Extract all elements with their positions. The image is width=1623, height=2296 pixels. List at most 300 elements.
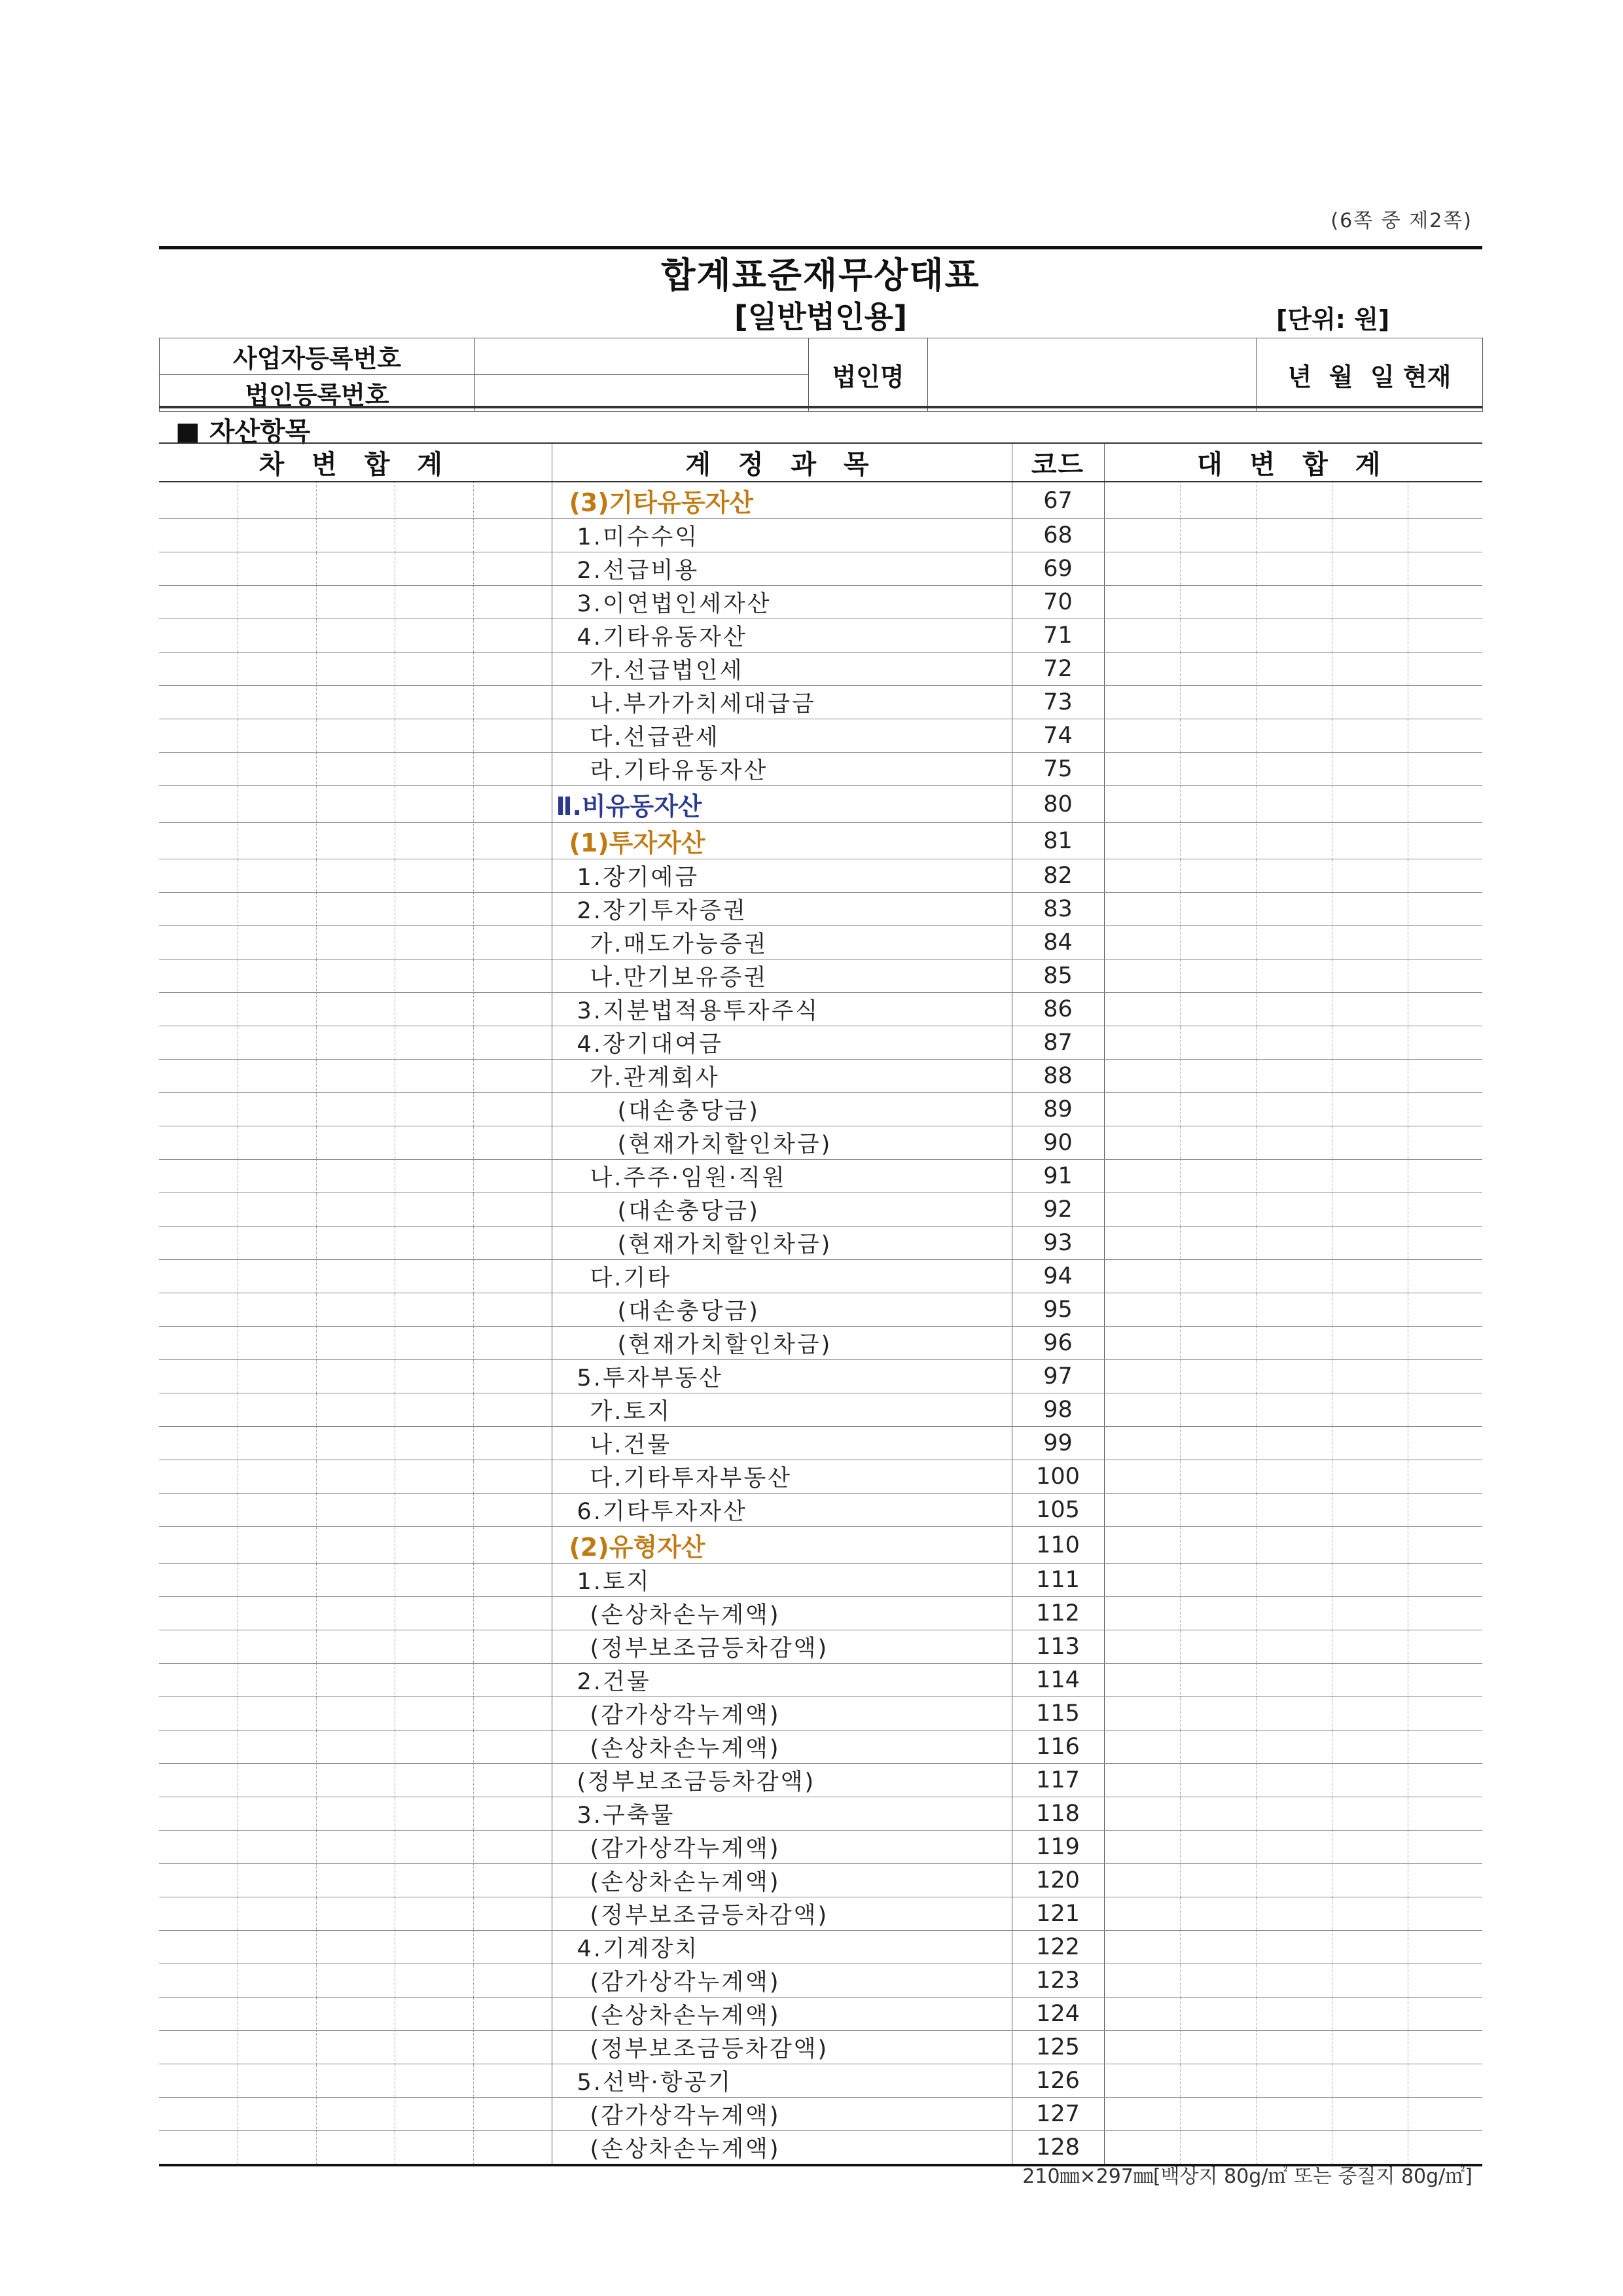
credit-amount-cell[interactable] [1332, 1360, 1408, 1393]
credit-amount-cell[interactable] [1256, 519, 1332, 552]
debit-amount-cell[interactable] [473, 786, 552, 823]
credit-amount-cell[interactable] [1180, 1764, 1256, 1797]
credit-amount-cell[interactable] [1180, 993, 1256, 1026]
debit-amount-cell[interactable] [316, 1126, 395, 1160]
credit-amount-cell[interactable] [1104, 1527, 1180, 1564]
credit-amount-cell[interactable] [1332, 786, 1408, 823]
credit-amount-cell[interactable] [1104, 1293, 1180, 1327]
debit-amount-cell[interactable] [316, 859, 395, 893]
credit-amount-cell[interactable] [1332, 1797, 1408, 1831]
credit-amount-cell[interactable] [1180, 1597, 1256, 1630]
credit-amount-cell[interactable] [1256, 1360, 1332, 1393]
credit-amount-cell[interactable] [1180, 753, 1256, 786]
credit-amount-cell[interactable] [1332, 1664, 1408, 1697]
credit-amount-cell[interactable] [1180, 1427, 1256, 1460]
debit-amount-cell[interactable] [473, 653, 552, 686]
debit-amount-cell[interactable] [316, 552, 395, 586]
credit-amount-cell[interactable] [1332, 1126, 1408, 1160]
debit-amount-cell[interactable] [316, 1427, 395, 1460]
debit-amount-cell[interactable] [159, 1093, 238, 1126]
credit-amount-cell[interactable] [1104, 1731, 1180, 1764]
debit-amount-cell[interactable] [473, 1964, 552, 1998]
credit-amount-cell[interactable] [1180, 653, 1256, 686]
debit-amount-cell[interactable] [473, 893, 552, 926]
debit-amount-cell[interactable] [238, 823, 316, 859]
debit-amount-cell[interactable] [159, 1630, 238, 1664]
credit-amount-cell[interactable] [1104, 1327, 1180, 1360]
credit-amount-cell[interactable] [1180, 1564, 1256, 1597]
debit-amount-cell[interactable] [238, 1193, 316, 1227]
debit-amount-cell[interactable] [159, 1527, 238, 1564]
debit-amount-cell[interactable] [395, 1597, 473, 1630]
credit-amount-cell[interactable] [1256, 1527, 1332, 1564]
debit-amount-cell[interactable] [238, 1260, 316, 1293]
debit-amount-cell[interactable] [316, 586, 395, 619]
credit-amount-cell[interactable] [1180, 1126, 1256, 1160]
credit-amount-cell[interactable] [1332, 753, 1408, 786]
debit-amount-cell[interactable] [238, 1126, 316, 1160]
debit-amount-cell[interactable] [159, 1193, 238, 1227]
credit-amount-cell[interactable] [1256, 1564, 1332, 1597]
debit-amount-cell[interactable] [395, 1931, 473, 1964]
credit-amount-cell[interactable] [1256, 1764, 1332, 1797]
debit-amount-cell[interactable] [316, 1864, 395, 1897]
credit-amount-cell[interactable] [1104, 1093, 1180, 1126]
credit-amount-cell[interactable] [1408, 519, 1482, 552]
debit-amount-cell[interactable] [473, 1931, 552, 1964]
credit-amount-cell[interactable] [1408, 1597, 1482, 1630]
credit-amount-cell[interactable] [1256, 2098, 1332, 2131]
credit-amount-cell[interactable] [1256, 1193, 1332, 1227]
credit-amount-cell[interactable] [1256, 1897, 1332, 1931]
credit-amount-cell[interactable] [1104, 1664, 1180, 1697]
debit-amount-cell[interactable] [159, 1260, 238, 1293]
credit-amount-cell[interactable] [1180, 1998, 1256, 2031]
debit-amount-cell[interactable] [159, 823, 238, 859]
debit-amount-cell[interactable] [238, 1998, 316, 2031]
debit-amount-cell[interactable] [159, 1998, 238, 2031]
credit-amount-cell[interactable] [1104, 1494, 1180, 1527]
debit-amount-cell[interactable] [159, 2098, 238, 2131]
credit-amount-cell[interactable] [1180, 1327, 1256, 1360]
credit-amount-cell[interactable] [1408, 1964, 1482, 1998]
credit-amount-cell[interactable] [1104, 1831, 1180, 1864]
debit-amount-cell[interactable] [473, 1831, 552, 1864]
credit-amount-cell[interactable] [1104, 1393, 1180, 1427]
credit-amount-cell[interactable] [1332, 1427, 1408, 1460]
credit-amount-cell[interactable] [1332, 519, 1408, 552]
credit-amount-cell[interactable] [1256, 1630, 1332, 1664]
credit-amount-cell[interactable] [1408, 719, 1482, 753]
debit-amount-cell[interactable] [238, 1964, 316, 1998]
credit-amount-cell[interactable] [1332, 1193, 1408, 1227]
credit-amount-cell[interactable] [1256, 1731, 1332, 1764]
credit-amount-cell[interactable] [1256, 719, 1332, 753]
debit-amount-cell[interactable] [473, 1393, 552, 1427]
debit-amount-cell[interactable] [395, 2131, 473, 2166]
debit-amount-cell[interactable] [316, 1664, 395, 1697]
credit-amount-cell[interactable] [1332, 1160, 1408, 1193]
debit-amount-cell[interactable] [473, 1026, 552, 1060]
credit-amount-cell[interactable] [1332, 1964, 1408, 1998]
debit-amount-cell[interactable] [473, 1494, 552, 1527]
debit-amount-cell[interactable] [316, 786, 395, 823]
debit-amount-cell[interactable] [238, 1597, 316, 1630]
debit-amount-cell[interactable] [316, 1564, 395, 1597]
debit-amount-cell[interactable] [238, 1864, 316, 1897]
credit-amount-cell[interactable] [1408, 1393, 1482, 1427]
credit-amount-cell[interactable] [1408, 1897, 1482, 1931]
credit-amount-cell[interactable] [1180, 2064, 1256, 2098]
credit-amount-cell[interactable] [1256, 753, 1332, 786]
debit-amount-cell[interactable] [473, 960, 552, 993]
debit-amount-cell[interactable] [159, 1964, 238, 1998]
credit-amount-cell[interactable] [1408, 993, 1482, 1026]
credit-amount-cell[interactable] [1408, 1764, 1482, 1797]
date-label[interactable]: 년 월 일 현재 [1257, 338, 1483, 412]
debit-amount-cell[interactable] [473, 1697, 552, 1731]
debit-amount-cell[interactable] [238, 619, 316, 653]
credit-amount-cell[interactable] [1332, 1527, 1408, 1564]
debit-amount-cell[interactable] [316, 1597, 395, 1630]
credit-amount-cell[interactable] [1408, 1494, 1482, 1527]
credit-amount-cell[interactable] [1104, 686, 1180, 719]
credit-amount-cell[interactable] [1180, 1293, 1256, 1327]
debit-amount-cell[interactable] [238, 1460, 316, 1494]
debit-amount-cell[interactable] [159, 1293, 238, 1327]
credit-amount-cell[interactable] [1408, 586, 1482, 619]
debit-amount-cell[interactable] [473, 686, 552, 719]
debit-amount-cell[interactable] [395, 960, 473, 993]
debit-amount-cell[interactable] [473, 586, 552, 619]
credit-amount-cell[interactable] [1180, 1026, 1256, 1060]
credit-amount-cell[interactable] [1332, 2098, 1408, 2131]
debit-amount-cell[interactable] [473, 1460, 552, 1494]
debit-amount-cell[interactable] [316, 823, 395, 859]
credit-amount-cell[interactable] [1256, 823, 1332, 859]
debit-amount-cell[interactable] [473, 1060, 552, 1093]
credit-amount-cell[interactable] [1256, 1026, 1332, 1060]
debit-amount-cell[interactable] [238, 1664, 316, 1697]
credit-amount-cell[interactable] [1256, 1664, 1332, 1697]
debit-amount-cell[interactable] [159, 859, 238, 893]
credit-amount-cell[interactable] [1408, 859, 1482, 893]
debit-amount-cell[interactable] [395, 482, 473, 519]
credit-amount-cell[interactable] [1256, 653, 1332, 686]
debit-amount-cell[interactable] [395, 519, 473, 552]
debit-amount-cell[interactable] [473, 993, 552, 1026]
debit-amount-cell[interactable] [473, 1293, 552, 1327]
credit-amount-cell[interactable] [1256, 1427, 1332, 1460]
credit-amount-cell[interactable] [1408, 960, 1482, 993]
debit-amount-cell[interactable] [316, 1494, 395, 1527]
credit-amount-cell[interactable] [1408, 1327, 1482, 1360]
credit-amount-cell[interactable] [1256, 1126, 1332, 1160]
debit-amount-cell[interactable] [395, 1427, 473, 1460]
credit-amount-cell[interactable] [1104, 960, 1180, 993]
debit-amount-cell[interactable] [159, 1897, 238, 1931]
credit-amount-cell[interactable] [1256, 1998, 1332, 2031]
credit-amount-cell[interactable] [1104, 1160, 1180, 1193]
credit-amount-cell[interactable] [1180, 1797, 1256, 1831]
debit-amount-cell[interactable] [473, 719, 552, 753]
debit-amount-cell[interactable] [238, 1060, 316, 1093]
debit-amount-cell[interactable] [395, 1327, 473, 1360]
debit-amount-cell[interactable] [159, 926, 238, 960]
credit-amount-cell[interactable] [1256, 552, 1332, 586]
debit-amount-cell[interactable] [473, 1564, 552, 1597]
credit-amount-cell[interactable] [1332, 1460, 1408, 1494]
debit-amount-cell[interactable] [316, 1060, 395, 1093]
credit-amount-cell[interactable] [1408, 893, 1482, 926]
credit-amount-cell[interactable] [1256, 1597, 1332, 1630]
debit-amount-cell[interactable] [238, 786, 316, 823]
credit-amount-cell[interactable] [1332, 1026, 1408, 1060]
debit-amount-cell[interactable] [238, 719, 316, 753]
credit-amount-cell[interactable] [1408, 1564, 1482, 1597]
credit-amount-cell[interactable] [1408, 1026, 1482, 1060]
credit-amount-cell[interactable] [1332, 1093, 1408, 1126]
debit-amount-cell[interactable] [316, 1026, 395, 1060]
debit-amount-cell[interactable] [159, 1731, 238, 1764]
credit-amount-cell[interactable] [1256, 1260, 1332, 1293]
debit-amount-cell[interactable] [395, 653, 473, 686]
debit-amount-cell[interactable] [473, 1731, 552, 1764]
credit-amount-cell[interactable] [1408, 1731, 1482, 1764]
credit-amount-cell[interactable] [1256, 586, 1332, 619]
debit-amount-cell[interactable] [238, 552, 316, 586]
debit-amount-cell[interactable] [238, 1227, 316, 1260]
debit-amount-cell[interactable] [395, 1664, 473, 1697]
credit-amount-cell[interactable] [1408, 753, 1482, 786]
credit-amount-cell[interactable] [1332, 993, 1408, 1026]
credit-amount-cell[interactable] [1408, 1193, 1482, 1227]
debit-amount-cell[interactable] [395, 1897, 473, 1931]
debit-amount-cell[interactable] [316, 926, 395, 960]
credit-amount-cell[interactable] [1256, 1393, 1332, 1427]
debit-amount-cell[interactable] [159, 786, 238, 823]
debit-amount-cell[interactable] [238, 2131, 316, 2166]
debit-amount-cell[interactable] [159, 2064, 238, 2098]
debit-amount-cell[interactable] [395, 753, 473, 786]
debit-amount-cell[interactable] [473, 1427, 552, 1460]
credit-amount-cell[interactable] [1104, 1427, 1180, 1460]
credit-amount-cell[interactable] [1332, 1060, 1408, 1093]
debit-amount-cell[interactable] [395, 1460, 473, 1494]
credit-amount-cell[interactable] [1332, 719, 1408, 753]
credit-amount-cell[interactable] [1104, 1193, 1180, 1227]
debit-amount-cell[interactable] [159, 1564, 238, 1597]
debit-amount-cell[interactable] [473, 1527, 552, 1564]
credit-amount-cell[interactable] [1180, 719, 1256, 753]
debit-amount-cell[interactable] [395, 1527, 473, 1564]
debit-amount-cell[interactable] [159, 519, 238, 552]
credit-amount-cell[interactable] [1180, 1897, 1256, 1931]
debit-amount-cell[interactable] [238, 1797, 316, 1831]
debit-amount-cell[interactable] [159, 1597, 238, 1630]
credit-amount-cell[interactable] [1256, 619, 1332, 653]
debit-amount-cell[interactable] [238, 1160, 316, 1193]
debit-amount-cell[interactable] [395, 1764, 473, 1797]
debit-amount-cell[interactable] [395, 786, 473, 823]
debit-amount-cell[interactable] [395, 1227, 473, 1260]
debit-amount-cell[interactable] [316, 893, 395, 926]
debit-amount-cell[interactable] [473, 859, 552, 893]
credit-amount-cell[interactable] [1180, 586, 1256, 619]
debit-amount-cell[interactable] [473, 1193, 552, 1227]
credit-amount-cell[interactable] [1180, 686, 1256, 719]
credit-amount-cell[interactable] [1104, 1564, 1180, 1597]
debit-amount-cell[interactable] [395, 859, 473, 893]
credit-amount-cell[interactable] [1180, 1697, 1256, 1731]
debit-amount-cell[interactable] [395, 893, 473, 926]
credit-amount-cell[interactable] [1104, 893, 1180, 926]
debit-amount-cell[interactable] [473, 823, 552, 859]
debit-amount-cell[interactable] [473, 2064, 552, 2098]
credit-amount-cell[interactable] [1408, 1864, 1482, 1897]
debit-amount-cell[interactable] [238, 1564, 316, 1597]
debit-amount-cell[interactable] [395, 926, 473, 960]
debit-amount-cell[interactable] [238, 1494, 316, 1527]
debit-amount-cell[interactable] [238, 893, 316, 926]
credit-amount-cell[interactable] [1408, 2031, 1482, 2064]
credit-amount-cell[interactable] [1104, 619, 1180, 653]
debit-amount-cell[interactable] [316, 2064, 395, 2098]
credit-amount-cell[interactable] [1408, 1460, 1482, 1494]
debit-amount-cell[interactable] [473, 2131, 552, 2166]
debit-amount-cell[interactable] [473, 1126, 552, 1160]
debit-amount-cell[interactable] [395, 1797, 473, 1831]
credit-amount-cell[interactable] [1408, 1527, 1482, 1564]
credit-amount-cell[interactable] [1408, 1697, 1482, 1731]
credit-amount-cell[interactable] [1332, 1227, 1408, 1260]
credit-amount-cell[interactable] [1408, 1360, 1482, 1393]
credit-amount-cell[interactable] [1408, 1427, 1482, 1460]
credit-amount-cell[interactable] [1180, 823, 1256, 859]
credit-amount-cell[interactable] [1332, 1731, 1408, 1764]
credit-amount-cell[interactable] [1104, 1026, 1180, 1060]
debit-amount-cell[interactable] [316, 1360, 395, 1393]
debit-amount-cell[interactable] [316, 482, 395, 519]
credit-amount-cell[interactable] [1256, 1797, 1332, 1831]
debit-amount-cell[interactable] [473, 1630, 552, 1664]
credit-amount-cell[interactable] [1332, 1697, 1408, 1731]
debit-amount-cell[interactable] [473, 1864, 552, 1897]
credit-amount-cell[interactable] [1256, 859, 1332, 893]
credit-amount-cell[interactable] [1180, 1093, 1256, 1126]
credit-amount-cell[interactable] [1104, 552, 1180, 586]
debit-amount-cell[interactable] [395, 1126, 473, 1160]
credit-amount-cell[interactable] [1180, 1393, 1256, 1427]
credit-amount-cell[interactable] [1408, 1831, 1482, 1864]
debit-amount-cell[interactable] [395, 1393, 473, 1427]
debit-amount-cell[interactable] [316, 1897, 395, 1931]
credit-amount-cell[interactable] [1180, 1864, 1256, 1897]
debit-amount-cell[interactable] [159, 719, 238, 753]
debit-amount-cell[interactable] [159, 993, 238, 1026]
credit-amount-cell[interactable] [1408, 1797, 1482, 1831]
credit-amount-cell[interactable] [1332, 552, 1408, 586]
debit-amount-cell[interactable] [159, 1393, 238, 1427]
credit-amount-cell[interactable] [1180, 960, 1256, 993]
credit-amount-cell[interactable] [1256, 1494, 1332, 1527]
debit-amount-cell[interactable] [316, 993, 395, 1026]
debit-amount-cell[interactable] [395, 686, 473, 719]
debit-amount-cell[interactable] [473, 753, 552, 786]
credit-amount-cell[interactable] [1256, 960, 1332, 993]
debit-amount-cell[interactable] [159, 1797, 238, 1831]
credit-amount-cell[interactable] [1256, 482, 1332, 519]
credit-amount-cell[interactable] [1408, 1060, 1482, 1093]
credit-amount-cell[interactable] [1256, 1293, 1332, 1327]
debit-amount-cell[interactable] [316, 1227, 395, 1260]
credit-amount-cell[interactable] [1256, 786, 1332, 823]
credit-amount-cell[interactable] [1104, 1764, 1180, 1797]
debit-amount-cell[interactable] [395, 1060, 473, 1093]
credit-amount-cell[interactable] [1256, 1327, 1332, 1360]
credit-amount-cell[interactable] [1408, 482, 1482, 519]
debit-amount-cell[interactable] [395, 1026, 473, 1060]
credit-amount-cell[interactable] [1332, 823, 1408, 859]
credit-amount-cell[interactable] [1180, 552, 1256, 586]
debit-amount-cell[interactable] [159, 1227, 238, 1260]
debit-amount-cell[interactable] [238, 753, 316, 786]
credit-amount-cell[interactable] [1180, 926, 1256, 960]
debit-amount-cell[interactable] [159, 552, 238, 586]
credit-amount-cell[interactable] [1408, 1931, 1482, 1964]
debit-amount-cell[interactable] [238, 1093, 316, 1126]
credit-amount-cell[interactable] [1180, 1964, 1256, 1998]
debit-amount-cell[interactable] [316, 2031, 395, 2064]
debit-amount-cell[interactable] [473, 1764, 552, 1797]
debit-amount-cell[interactable] [238, 859, 316, 893]
debit-amount-cell[interactable] [395, 1160, 473, 1193]
credit-amount-cell[interactable] [1256, 1460, 1332, 1494]
credit-amount-cell[interactable] [1256, 2064, 1332, 2098]
debit-amount-cell[interactable] [395, 1093, 473, 1126]
debit-amount-cell[interactable] [238, 1831, 316, 1864]
debit-amount-cell[interactable] [395, 2064, 473, 2098]
credit-amount-cell[interactable] [1180, 2031, 1256, 2064]
business-reg-field[interactable] [475, 338, 809, 375]
debit-amount-cell[interactable] [473, 1897, 552, 1931]
credit-amount-cell[interactable] [1256, 1964, 1332, 1998]
debit-amount-cell[interactable] [395, 1964, 473, 1998]
credit-amount-cell[interactable] [1104, 1126, 1180, 1160]
debit-amount-cell[interactable] [473, 552, 552, 586]
credit-amount-cell[interactable] [1104, 2064, 1180, 2098]
debit-amount-cell[interactable] [473, 1093, 552, 1126]
credit-amount-cell[interactable] [1104, 1260, 1180, 1293]
debit-amount-cell[interactable] [473, 2031, 552, 2064]
credit-amount-cell[interactable] [1104, 1630, 1180, 1664]
debit-amount-cell[interactable] [238, 2031, 316, 2064]
credit-amount-cell[interactable] [1332, 1831, 1408, 1864]
debit-amount-cell[interactable] [473, 482, 552, 519]
debit-amount-cell[interactable] [238, 2064, 316, 2098]
credit-amount-cell[interactable] [1256, 893, 1332, 926]
credit-amount-cell[interactable] [1104, 823, 1180, 859]
debit-amount-cell[interactable] [395, 1360, 473, 1393]
credit-amount-cell[interactable] [1408, 1126, 1482, 1160]
debit-amount-cell[interactable] [159, 753, 238, 786]
credit-amount-cell[interactable] [1180, 1460, 1256, 1494]
debit-amount-cell[interactable] [159, 960, 238, 993]
credit-amount-cell[interactable] [1180, 1060, 1256, 1093]
debit-amount-cell[interactable] [316, 2098, 395, 2131]
debit-amount-cell[interactable] [395, 586, 473, 619]
credit-amount-cell[interactable] [1332, 1260, 1408, 1293]
